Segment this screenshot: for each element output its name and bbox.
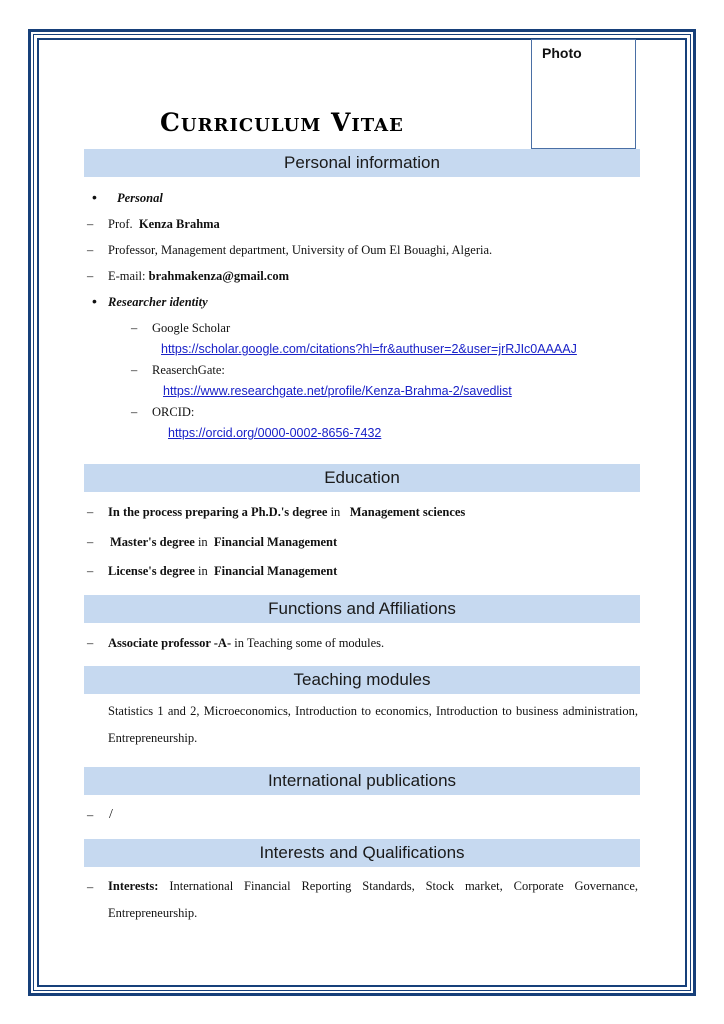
document-title: Curriculum Vitae <box>160 108 404 137</box>
name-line <box>108 217 220 232</box>
degree: License's degree <box>108 564 195 578</box>
section-international-publications: International publications <box>84 767 640 795</box>
photo-label: Photo <box>542 45 582 61</box>
dash-icon: – <box>87 243 94 257</box>
degree: In the process preparing a Ph.D.'s degree <box>108 505 328 519</box>
section-teaching-modules: Teaching modules <box>84 666 640 694</box>
degree-field: Management sciences <box>349 505 466 519</box>
role: Associate professor -A- <box>108 636 232 650</box>
publications-text: / <box>109 807 113 822</box>
orcid-label: ORCID: <box>152 405 195 419</box>
email-line <box>108 269 289 284</box>
full-name: Kenza Brahma <box>138 217 220 231</box>
interests-text <box>108 873 638 927</box>
education-item <box>110 535 337 550</box>
section-functions-affiliations: Functions and Affiliations <box>84 595 640 623</box>
bullet-icon: • <box>92 189 97 205</box>
scholar-link[interactable]: https://scholar.google.com/citations?hl=fr&authuser=2&user=jrRJIc0AAAAJ <box>161 342 577 356</box>
education-item <box>108 564 337 579</box>
name-prefix: Prof. <box>108 217 133 231</box>
dash-icon: – <box>87 880 94 894</box>
bullet-icon: • <box>92 293 97 309</box>
dash-icon: – <box>87 636 94 650</box>
dash-icon: – <box>87 564 94 578</box>
researchgate-label: ReaserchGate: <box>152 363 225 377</box>
degree: Master's degree <box>110 535 195 549</box>
role-detail: in Teaching some of modules. <box>234 636 385 650</box>
degree-field: Financial Management <box>214 564 338 578</box>
dash-icon: – <box>131 363 138 377</box>
degree-in: in <box>197 535 208 549</box>
position-text: Professor, Management department, University of Oum El Bouaghi, Algeria. <box>108 243 493 257</box>
email-label: E-mail: <box>108 269 146 283</box>
dash-icon: – <box>87 269 94 283</box>
degree-in: in <box>198 564 208 578</box>
dash-icon: – <box>131 405 138 419</box>
education-item <box>108 505 465 520</box>
interests-content: International Financial Reporting Standards, Stock market, Corporate Governance, Entrepreneurship. <box>108 879 638 920</box>
photo-placeholder <box>531 39 636 149</box>
teaching-modules-text: Statistics 1 and 2, Microeconomics, Introduction to economics, Introduction to business administration, Entrepreneurship. <box>108 704 638 745</box>
function-item <box>108 636 384 651</box>
dash-icon: – <box>87 535 94 549</box>
degree-field: Financial Management <box>213 535 338 549</box>
scholar-label: Google Scholar <box>152 321 231 335</box>
section-interests-qualifications: Interests and Qualifications <box>84 839 640 867</box>
interests-label: Interests: <box>108 879 159 893</box>
section-personal-information: Personal information <box>84 149 640 177</box>
personal-heading: Personal <box>117 191 163 205</box>
researchgate-link[interactable]: https://www.researchgate.net/profile/Kenza-Brahma-2/savedlist <box>163 384 512 398</box>
dash-icon: – <box>87 505 94 519</box>
email-value[interactable]: brahmakenza@gmail.com <box>148 269 290 283</box>
dash-icon: – <box>131 321 138 335</box>
dash-icon: – <box>87 217 94 231</box>
degree-in: in <box>330 505 341 519</box>
dash-icon: – <box>87 808 94 822</box>
researcher-heading: Researcher identity <box>108 295 208 309</box>
orcid-link[interactable]: https://orcid.org/0000-0002-8656-7432 <box>168 426 382 440</box>
section-education: Education <box>84 464 640 492</box>
